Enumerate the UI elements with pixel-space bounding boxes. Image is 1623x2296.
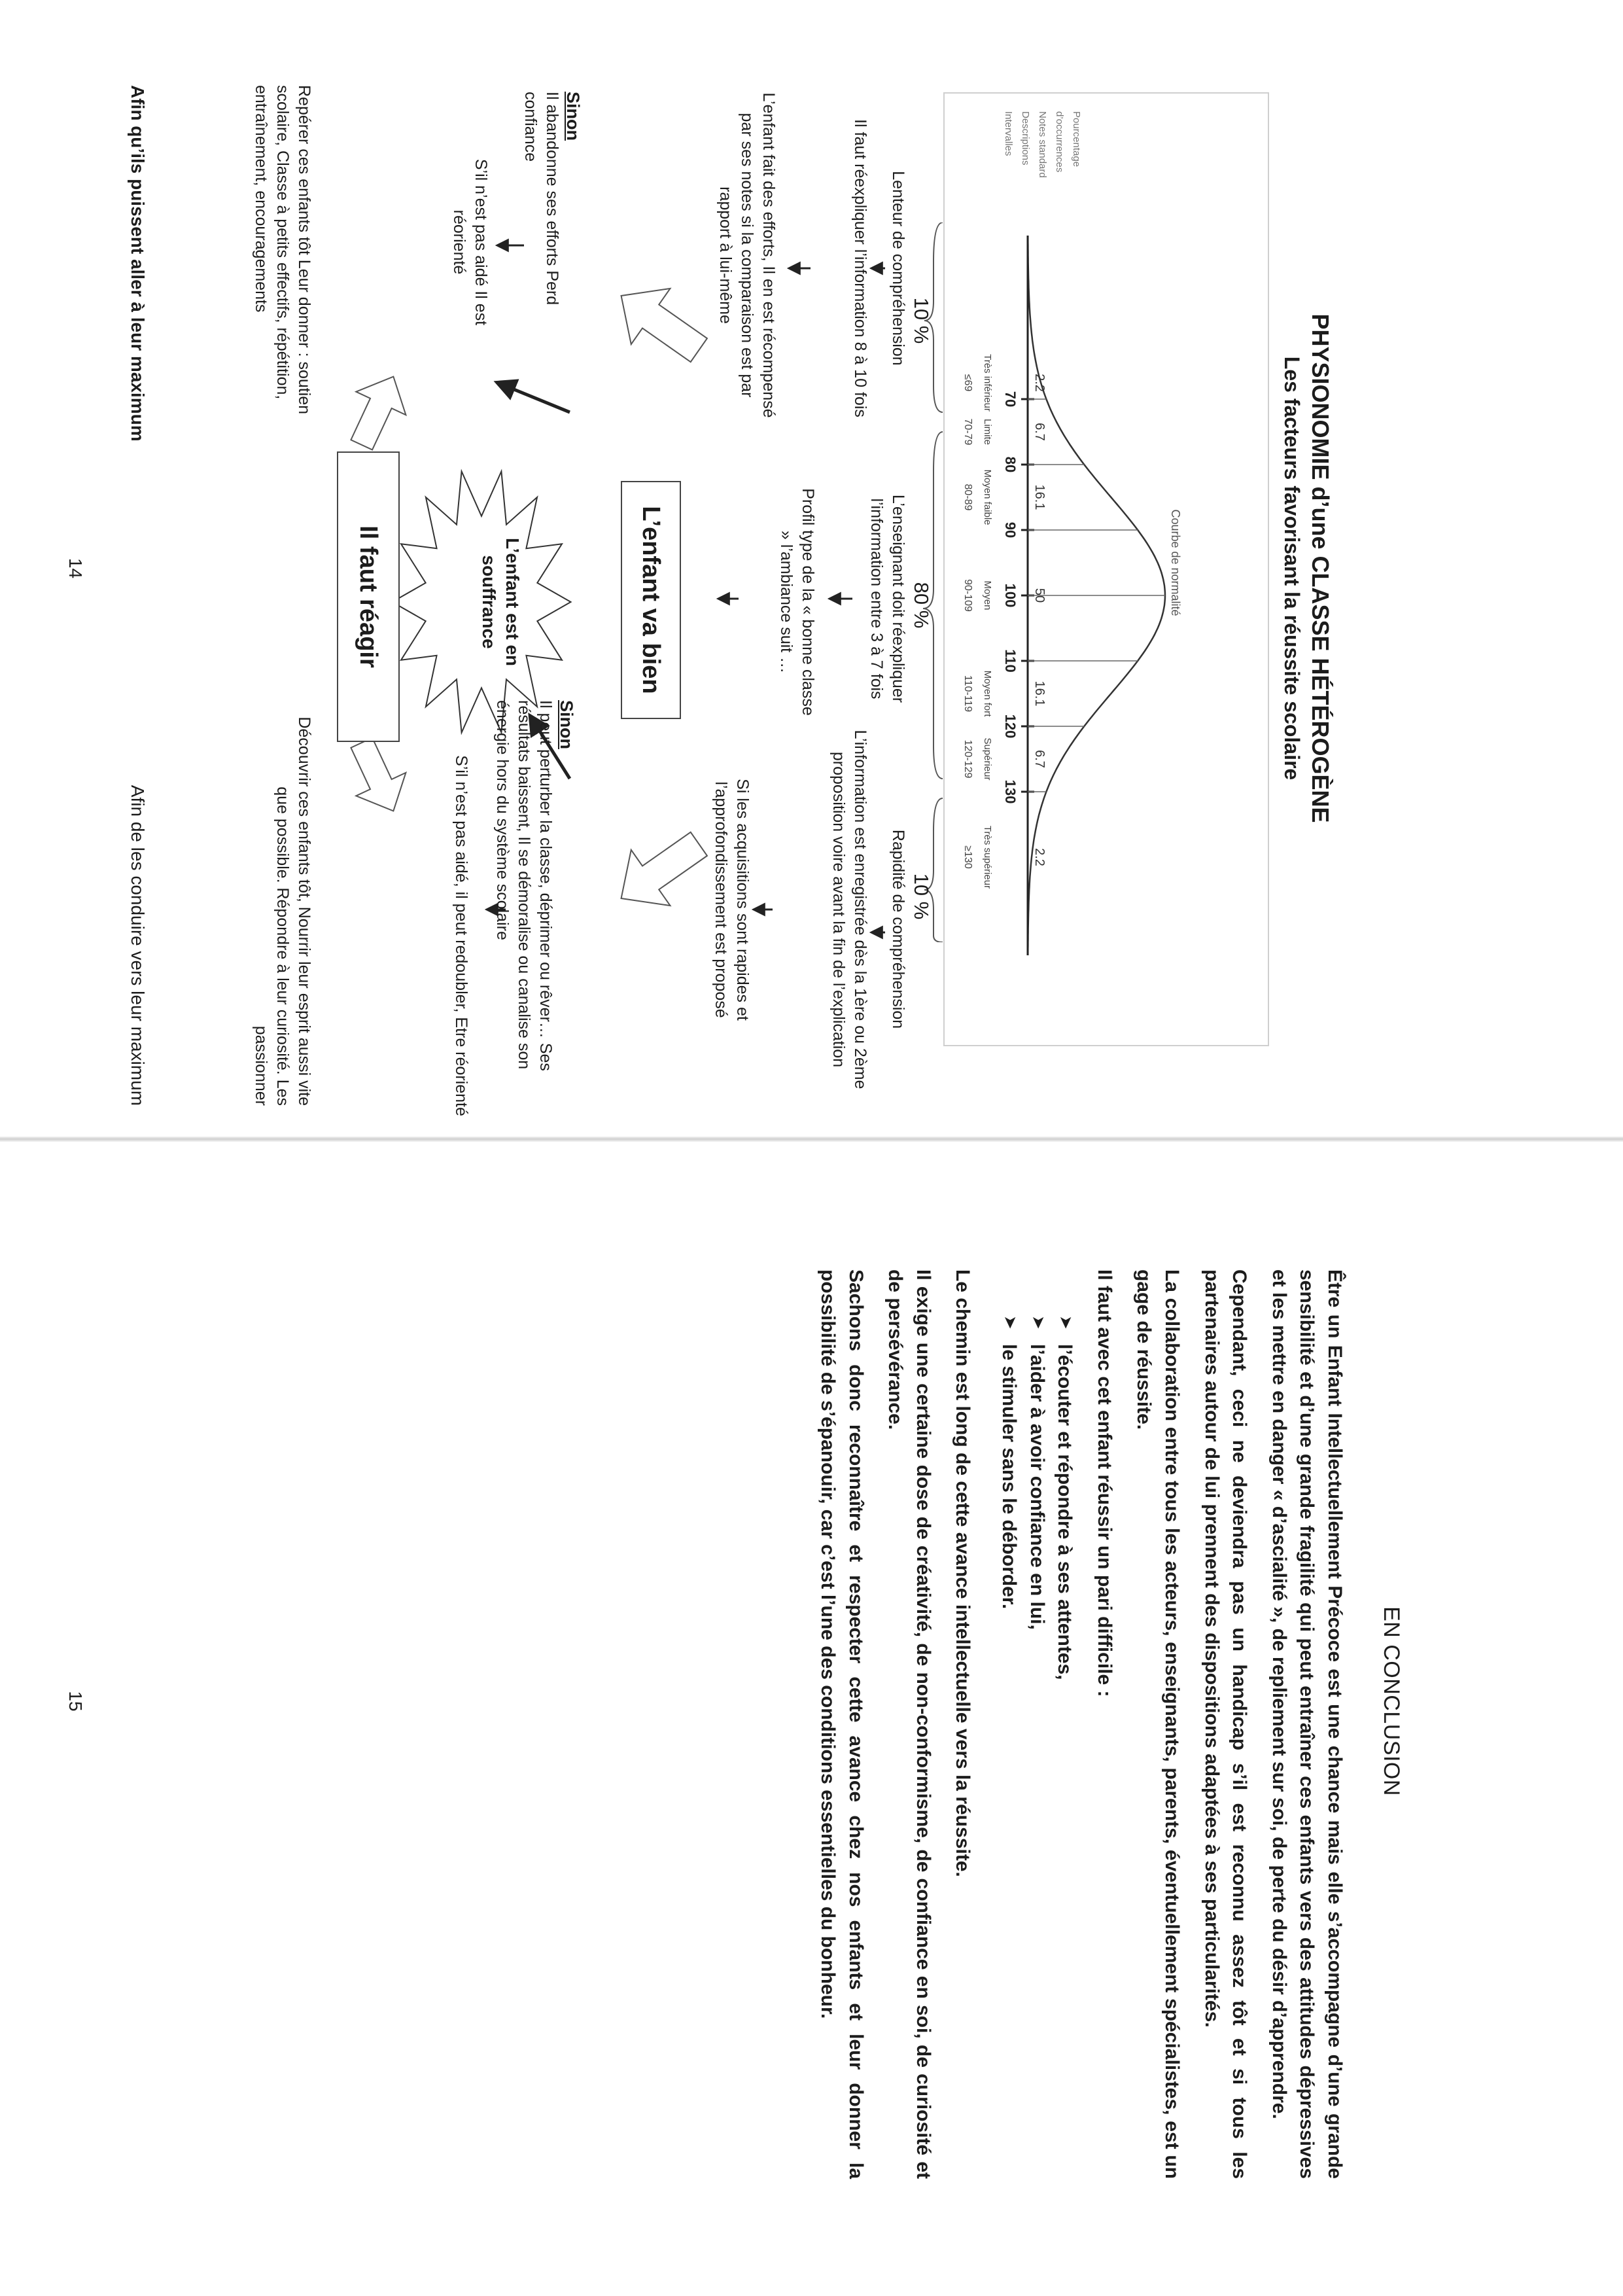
curve-legend xyxy=(1003,111,1082,178)
curve-label: Courbe de normalité xyxy=(1169,509,1182,616)
arrow-bullet-icon: ➤ xyxy=(1028,1315,1049,1330)
category-label: Moyen xyxy=(982,580,993,610)
percentage-label: 6.7 xyxy=(1032,750,1047,768)
middle-percentage: 80 % xyxy=(910,582,933,629)
must-react-box: Il faut réagir xyxy=(337,451,400,742)
axis-tick-label: 110 xyxy=(1002,649,1019,673)
curve-ticks xyxy=(1002,391,1034,804)
curve-percentages xyxy=(1032,374,1047,866)
conclusion-paragraph-2: Cependant, ceci ne deviendra pas un handicap s’il est reconnu assez tôt et si tous les partenaires autour de lui prennent des dispositions adaptées à ses particularités. xyxy=(1200,1269,1251,2179)
category-label: Moyen faible xyxy=(982,469,993,525)
left-effort: L’enfant fait des efforts, Il en est récompensé par ses notes si la comparaison est par rapport à lui-même xyxy=(716,92,778,418)
legend-label: Intervalles xyxy=(1003,111,1014,156)
range-label: 80-89 xyxy=(962,484,973,511)
range-label: ≥130 xyxy=(962,845,973,869)
arrow-bullet-icon: ➤ xyxy=(1001,1315,1021,1330)
axis-tick-label: 90 xyxy=(1002,521,1019,539)
category-label: Supérieur xyxy=(982,737,993,781)
hollow-arrow-left-up xyxy=(337,365,419,457)
right-sinon-label: Sinon xyxy=(557,700,576,749)
hollow-arrow-left-down xyxy=(602,268,718,378)
star-text: L’enfant est en souffrance xyxy=(478,537,523,667)
right-action: Découvrir ces enfants tôt, Nourrir leur esprit aussi vite que possible. Répondre à leur curiosité. Les passionner xyxy=(252,716,313,1106)
left-sinon-text: Il abandonne ses efforts Perd confiance xyxy=(521,92,561,306)
right-sinon-text: Il peut perturber la classe, déprimer ou rêver… Ses résultats baissent, Il se démoralise ou canalise son énergie hors du système scolaire xyxy=(493,700,555,1071)
right-fast-learning: Si les acquisitions sont rapides et l’approfondissement est proposé xyxy=(712,779,752,1021)
axis-tick-label: 70 xyxy=(1002,391,1019,408)
axis-tick-label: 100 xyxy=(1002,583,1019,608)
page-title: PHYSIONOMIE d’une CLASSE HÉTÉROGÈNE xyxy=(1307,313,1334,823)
right-not-helped: S’il n’est pas aidé, il peut redoubler, Etre réorienté xyxy=(452,755,470,1116)
arrow-bullet-icon: ➤ xyxy=(1056,1315,1077,1330)
category-label: Très supérieur xyxy=(982,825,993,889)
right-sinon-block xyxy=(491,700,576,1106)
axis-tick-label: 130 xyxy=(1002,779,1019,804)
left-repeat-info: Il faut réexpliquer l’information 8 à 10 fois xyxy=(851,119,869,417)
range-label: 110-119 xyxy=(962,675,973,713)
left-percentage: 10 % xyxy=(910,297,933,344)
conclusion-paragraph-6: Il exige une certaine dose de créativité, de non-conformisme, de confiance en soi, de curiosité et de persévérance. xyxy=(884,1269,934,2179)
range-label: 120-129 xyxy=(962,739,973,779)
left-comprehension: Lenteur de compréhension xyxy=(889,171,907,366)
legend-label: Descriptions xyxy=(1020,111,1031,166)
conclusion-paragraph-4: Il faut avec cet enfant réussir un pari difficile : xyxy=(1093,1269,1115,1697)
normal-curve-figure xyxy=(943,92,1270,1047)
percentage-label: 50 xyxy=(1032,588,1047,603)
curve-categories xyxy=(982,354,993,889)
conclusion-body xyxy=(802,1269,1349,2179)
axis-tick-label: 120 xyxy=(1002,714,1019,739)
right-goal: Afin de les conduire vers leur maximum xyxy=(128,785,148,1106)
conclusion-paragraph-1: Être un Enfant Intellectuellement Précoce est une chance mais elle s’accompagne d’une grande sensibilité et d’une grande fragilité qui peut entraîner ces enfants vers des attitudes dépressives et les mettre en danger « d’ascialité », de repliement sur soi, de perte du désir d’apprendre. xyxy=(1268,1269,1346,2179)
page-subtitle: Les facteurs favorisant la réussite scolaire xyxy=(1280,356,1304,781)
conclusion-paragraph-5: Le chemin est long de cette avance intellectuelle vers la réussite. xyxy=(952,1269,974,1877)
right-percentage: 10 % xyxy=(910,873,933,920)
category-label: Très inférieur xyxy=(982,354,993,412)
conclusion-paragraph-7: Sachons donc reconnaître et respecter cette avance chez nos enfants et leur donner la possibilité de s’épanouir, car c’est l’une des conditions essentielles du bonheur. xyxy=(817,1269,867,2179)
range-label: 90-109 xyxy=(962,579,973,612)
right-info-recorded: L’information est enregistrée dès la 1ère ou 2ème proposition voire avant la fin de l’explication xyxy=(829,730,869,1089)
bullet-item: ➤ le stimuler sans le déborder. xyxy=(994,1315,1022,2179)
percentage-label: 2.2 xyxy=(1032,848,1047,866)
middle-repeat-info: L’enseignant doit réexpliquer l’information entre 3 à 7 fois xyxy=(867,494,907,703)
legend-label: d’occurrences xyxy=(1054,111,1065,173)
category-label: Moyen fort xyxy=(982,670,993,717)
bullet-item: ➤ l’écouter et répondre à ses attentes, xyxy=(1051,1315,1079,2179)
range-label: 70-79 xyxy=(962,418,973,446)
percentage-label: 6.7 xyxy=(1032,423,1047,441)
percentage-label: 16.1 xyxy=(1032,680,1047,707)
child-is-well-box: L’enfant va bien xyxy=(621,481,681,719)
hollow-arrow-right-down xyxy=(602,816,718,926)
conclusion-paragraph-3: La collaboration entre tous les acteurs, enseignants, parents, éventuellement spécialistes, est un gage de réussite. xyxy=(1133,1269,1183,2179)
left-not-helped: S’il n’est pas aidé Il est réorienté xyxy=(450,158,490,326)
bullet-item: ➤ l’aider à avoir confiance en lui, xyxy=(1022,1315,1051,2179)
category-label: Limite xyxy=(982,418,993,446)
page-divider xyxy=(0,1137,1623,1142)
right-comprehension: Rapidité de compréhension xyxy=(889,829,907,1029)
left-sinon-label: Sinon xyxy=(563,92,583,141)
page-number-15: 15 xyxy=(65,1691,86,1712)
conclusion-title: EN CONCLUSION xyxy=(1379,1606,1404,1796)
percentage-label: 16.1 xyxy=(1032,484,1047,510)
hollow-arrow-right-up xyxy=(337,731,419,822)
curve-verticals xyxy=(1028,399,1165,792)
conclusion-bullet-list xyxy=(994,1315,1078,2179)
legend-label: Notes standard xyxy=(1037,111,1048,178)
page-number-14: 14 xyxy=(65,557,86,579)
range-label: ≤69 xyxy=(962,374,973,392)
middle-profile: Profil type de la « bonne classe » l’ambiance suit … xyxy=(777,488,817,716)
axis-tick-label: 80 xyxy=(1002,456,1019,473)
legend-label: Pourcentage xyxy=(1071,111,1082,168)
percentage-label: 2.2 xyxy=(1032,374,1047,392)
left-action: Repérer ces enfants tôt Leur donner : soutien scolaire, Classe à petits effectifs, répétition, entraînement, encouragements xyxy=(252,85,313,415)
left-goal: Afin qu’ils puissent aller à leur maximum xyxy=(128,85,148,442)
left-sinon-block xyxy=(519,92,583,340)
